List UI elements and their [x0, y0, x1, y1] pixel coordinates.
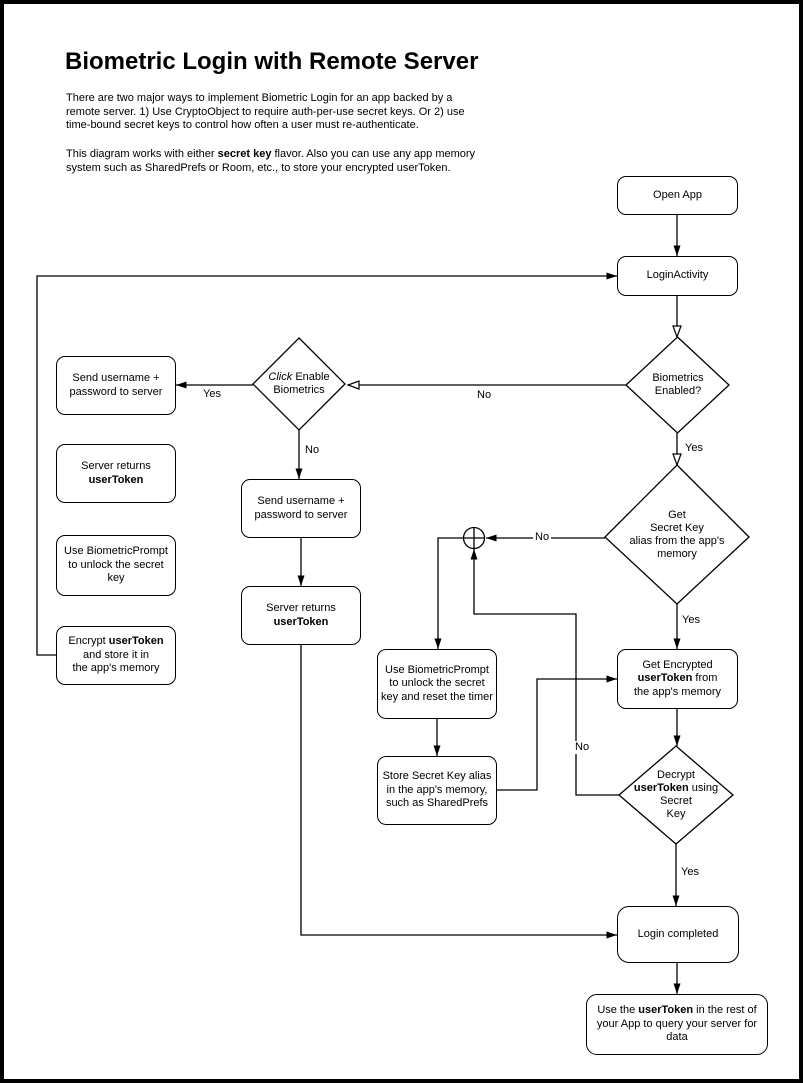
edge-label-no-click-enable: No [305, 444, 320, 456]
intro-line: time-bound secret keys to control how often a user must re-authenticate. [66, 119, 419, 131]
node-label: Encrypt userToken and store it in the app's memory [68, 635, 164, 675]
edge-junction-to-use-biometricprompt-reset [438, 538, 464, 649]
intro-line: remote server. 1) Use CryptoObject to require auth-per-use secret keys. Or 2) use [66, 105, 465, 118]
node-login-completed [617, 906, 739, 963]
node-send-credentials-mid [241, 479, 361, 538]
node-use-biometricprompt [56, 535, 176, 596]
node-login-activity [617, 256, 738, 296]
decision-get-secret-key-label: Get Secret Key alias from the app's memory [629, 509, 725, 560]
intro-line: system such as SharedPrefs or Room, etc., to store your encrypted userToken. [66, 161, 451, 174]
edge-store-key-to-get-encrypted [497, 679, 617, 790]
node-label: Use BiometricPrompt to unlock the secret key [64, 545, 168, 585]
intro-line: There are two major ways to implement Biometric Login for an app backed by a [66, 92, 453, 104]
node-label: Get Encrypted userToken from the app's memory [633, 658, 722, 698]
node-label: Server returns userToken [81, 460, 151, 486]
node-label: Login completed [637, 927, 719, 940]
node-label: LoginActivity [646, 269, 709, 282]
edge-label-no-decrypt: No [575, 741, 590, 753]
node-send-credentials-left [56, 356, 176, 415]
or-junction-icon [464, 528, 485, 549]
intro-line: flavor. Also you can use any app memory [271, 148, 476, 160]
node-store-secret-key-alias [377, 756, 497, 825]
decision-click-enable-label: Click Enable Biometrics [268, 371, 330, 396]
edge-label-yes-click-enable: Yes [203, 388, 221, 400]
edge-label-yes-biometrics-enabled: Yes [685, 442, 703, 454]
node-server-returns-mid [241, 586, 361, 645]
intro-bold-secret-key: secret key [217, 148, 272, 160]
node-label: Store Secret Key alias in the app's memory, such as SharedPrefs [382, 770, 492, 810]
edge-label-yes-decrypt: Yes [681, 866, 699, 878]
decision-decrypt-usertoken-label: Decrypt userToken using Secret Key [633, 769, 719, 820]
node-label: Send username + password to server [254, 495, 348, 521]
node-use-usertoken-in-app [586, 994, 768, 1055]
edge-label-yes-get-secret-key: Yes [682, 614, 700, 626]
node-label: Open App [653, 188, 702, 201]
node-label: Use BiometricPrompt to unlock the secret key and reset the timer [381, 663, 493, 703]
node-label: Server returns userToken [266, 602, 336, 628]
node-server-returns-left [56, 444, 176, 503]
node-open-app [617, 176, 738, 215]
decision-biometrics-enabled-label: Biometrics Enabled? [652, 372, 704, 397]
node-label: Use the userToken in the rest of your App to query your server for data [596, 1004, 758, 1044]
intro-line: This diagram works with either [66, 148, 218, 160]
node-label: Send username + password to server [69, 372, 163, 398]
node-encrypt-usertoken [56, 626, 176, 685]
edge-label-no-biometrics-enabled: No [477, 389, 492, 401]
page-title: Biometric Login with Remote Server [65, 48, 479, 75]
node-use-biometricprompt-reset-timer [377, 649, 497, 719]
node-get-encrypted-usertoken [617, 649, 738, 709]
edge-label-no-get-secret-key: No [535, 531, 550, 543]
